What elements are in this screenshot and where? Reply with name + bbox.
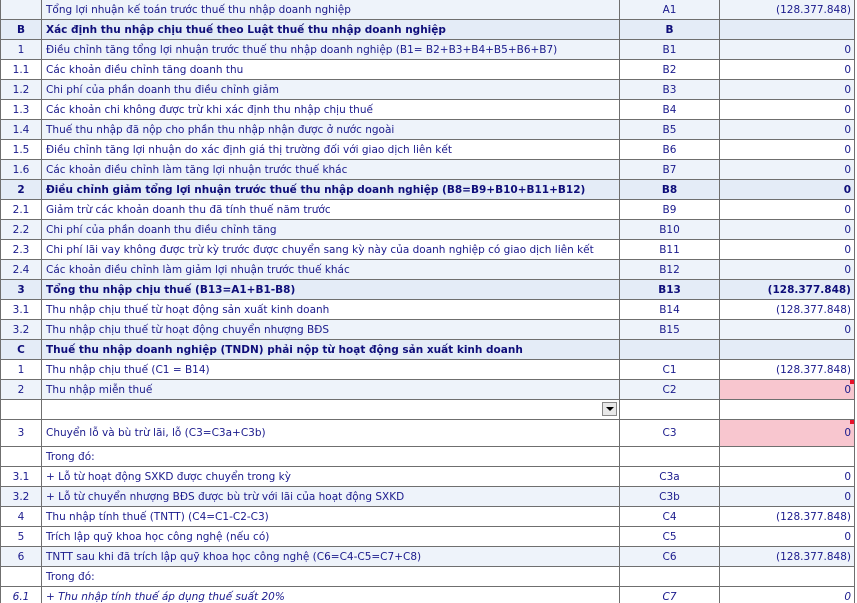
row-value[interactable]: 0 [720, 120, 855, 140]
row-label: Trong đó: [42, 447, 620, 467]
row-label: + Thu nhập tính thuế áp dụng thuế suất 20% [42, 587, 620, 603]
table-row [1, 240, 855, 260]
table-row [1, 340, 855, 360]
row-code: C4 [620, 507, 720, 527]
row-label: Điều chỉnh tăng tổng lợi nhuận trước thuế thu nhập doanh nghiệp (B1= B2+B3+B4+B5+B6+B7) [42, 40, 620, 60]
row-value[interactable] [720, 447, 855, 467]
table-row [1, 80, 855, 100]
row-value[interactable]: 0 [720, 40, 855, 60]
row-number [1, 447, 42, 467]
row-value[interactable]: 0 [720, 160, 855, 180]
table-row [1, 587, 855, 603]
row-label [42, 400, 620, 420]
row-code: C6 [620, 547, 720, 567]
row-number: 6 [1, 547, 42, 567]
row-label: Chi phí của phần doanh thu điều chỉnh tăng [42, 220, 620, 240]
row-number: 3 [1, 280, 42, 300]
table-row [1, 260, 855, 280]
row-label: Xác định thu nhập chịu thuế theo Luật thuế thu nhập doanh nghiệp [42, 20, 620, 40]
table-row [1, 200, 855, 220]
row-code: B8 [620, 180, 720, 200]
row-label: Trích lập quỹ khoa học công nghệ (nếu có) [42, 527, 620, 547]
table-row [1, 467, 855, 487]
row-number: 3 [1, 420, 42, 447]
table-row [1, 447, 855, 467]
row-value[interactable]: 0 [720, 200, 855, 220]
row-code: C3a [620, 467, 720, 487]
row-code: B9 [620, 200, 720, 220]
row-code: B11 [620, 240, 720, 260]
row-code: B3 [620, 80, 720, 100]
row-number: 4 [1, 507, 42, 527]
row-code: B6 [620, 140, 720, 160]
table-row [1, 420, 855, 447]
row-label: Chuyển lỗ và bù trừ lãi, lỗ (C3=C3a+C3b) [42, 420, 620, 447]
row-number: 2 [1, 180, 42, 200]
row-label: Trong đó: [42, 567, 620, 587]
row-code: B13 [620, 280, 720, 300]
row-value[interactable] [720, 20, 855, 40]
row-code: A1 [620, 0, 720, 20]
row-label: Điều chỉnh tăng lợi nhuận do xác định giá thị trường đối với giao dịch liên kết [42, 140, 620, 160]
row-label: Thu nhập tính thuế (TNTT) (C4=C1-C2-C3) [42, 507, 620, 527]
row-number: 5 [1, 527, 42, 547]
row-code [620, 340, 720, 360]
row-value[interactable]: (128.377.848) [720, 360, 855, 380]
table-row [1, 120, 855, 140]
table-row [1, 220, 855, 240]
table-row [1, 527, 855, 547]
row-number: 1.4 [1, 120, 42, 140]
row-label: Chi phí lãi vay không được trừ kỳ trước được chuyển sang kỳ này của doanh nghiệp có giao dịch liên kết [42, 240, 620, 260]
row-value[interactable]: (128.377.848) [720, 300, 855, 320]
row-number: 2.1 [1, 200, 42, 220]
row-number: 1.6 [1, 160, 42, 180]
row-label: Các khoản điều chỉnh làm giảm lợi nhuận trước thuế khác [42, 260, 620, 280]
row-value[interactable]: 0 [720, 140, 855, 160]
table-row [1, 20, 855, 40]
table-row [1, 507, 855, 527]
chevron-down-icon [606, 407, 614, 411]
row-value[interactable]: 0 [720, 420, 855, 447]
row-value[interactable]: 0 [720, 380, 855, 400]
row-label: Giảm trừ các khoản doanh thu đã tính thuế năm trước [42, 200, 620, 220]
row-value[interactable]: 0 [720, 80, 855, 100]
row-value[interactable]: (128.377.848) [720, 280, 855, 300]
row-code: B [620, 20, 720, 40]
row-number: 1.5 [1, 140, 42, 160]
row-label: + Lỗ từ chuyển nhượng BĐS được bù trừ với lãi của hoạt động SXKD [42, 487, 620, 507]
table-row [1, 487, 855, 507]
row-code [620, 447, 720, 467]
row-code: B5 [620, 120, 720, 140]
row-value[interactable]: 0 [720, 180, 855, 200]
table-row [1, 40, 855, 60]
row-value[interactable]: 0 [720, 60, 855, 80]
row-value[interactable]: 0 [720, 220, 855, 240]
row-code: C3 [620, 420, 720, 447]
row-code: B15 [620, 320, 720, 340]
row-code: B4 [620, 100, 720, 120]
row-label: Thu nhập chịu thuế từ hoạt động sản xuất kinh doanh [42, 300, 620, 320]
row-code: C5 [620, 527, 720, 547]
row-number: 2 [1, 380, 42, 400]
row-number: 1 [1, 360, 42, 380]
table-row [1, 547, 855, 567]
row-value[interactable]: 0 [720, 527, 855, 547]
row-number [1, 0, 42, 20]
row-code: C2 [620, 380, 720, 400]
row-label: Chi phí của phần doanh thu điều chỉnh giảm [42, 80, 620, 100]
row-number: 3.1 [1, 300, 42, 320]
table-row [1, 300, 855, 320]
row-value[interactable] [720, 567, 855, 587]
row-code: B2 [620, 60, 720, 80]
table-row [1, 140, 855, 160]
row-number: 2.2 [1, 220, 42, 240]
row-number [1, 567, 42, 587]
table-row [1, 60, 855, 80]
row-label: Thu nhập miễn thuế [42, 380, 620, 400]
row-number: 1.1 [1, 60, 42, 80]
table-row [1, 280, 855, 300]
row-label: Các khoản chi không được trừ khi xác định thu nhập chịu thuế [42, 100, 620, 120]
row-label: + Lỗ từ hoạt động SXKD được chuyển trong kỳ [42, 467, 620, 487]
row-code [620, 400, 720, 420]
row-value[interactable]: 0 [720, 587, 855, 603]
row-label: Điều chỉnh giảm tổng lợi nhuận trước thuế thu nhập doanh nghiệp (B8=B9+B10+B11+B12) [42, 180, 620, 200]
row-value[interactable]: 0 [720, 240, 855, 260]
row-number: 1 [1, 40, 42, 60]
table-row [1, 360, 855, 380]
row-value[interactable]: (128.377.848) [720, 507, 855, 527]
row-value[interactable]: 0 [720, 320, 855, 340]
row-value[interactable]: 0 [720, 100, 855, 120]
row-number: 3.2 [1, 487, 42, 507]
row-label: Thu nhập chịu thuế (C1 = B14) [42, 360, 620, 380]
row-code [620, 567, 720, 587]
table-row [1, 180, 855, 200]
table-row [1, 400, 855, 420]
row-code: B14 [620, 300, 720, 320]
row-label: Thuế thu nhập doanh nghiệp (TNDN) phải nộp từ hoạt động sản xuất kinh doanh [42, 340, 620, 360]
row-label: Tổng lợi nhuận kế toán trước thuế thu nhập doanh nghiệp [42, 0, 620, 20]
row-label: TNTT sau khi đã trích lập quỹ khoa học công nghệ (C6=C4-C5=C7+C8) [42, 547, 620, 567]
row-number: 2.3 [1, 240, 42, 260]
row-label: Các khoản điều chỉnh tăng doanh thu [42, 60, 620, 80]
row-code: C3b [620, 487, 720, 507]
row-number: B [1, 20, 42, 40]
dropdown-select[interactable] [42, 400, 619, 419]
row-code: B1 [620, 40, 720, 60]
row-code: B10 [620, 220, 720, 240]
row-number: 3.1 [1, 467, 42, 487]
row-value[interactable]: 0 [720, 467, 855, 487]
table-row [1, 160, 855, 180]
table-row [1, 567, 855, 587]
row-code: B12 [620, 260, 720, 280]
row-code: C1 [620, 360, 720, 380]
row-label: Các khoản điều chỉnh làm tăng lợi nhuận trước thuế khác [42, 160, 620, 180]
row-number: 1.3 [1, 100, 42, 120]
row-value[interactable] [720, 340, 855, 360]
row-value[interactable]: 0 [720, 260, 855, 280]
row-number: 1.2 [1, 80, 42, 100]
row-number: 3.2 [1, 320, 42, 340]
row-value[interactable]: 0 [720, 487, 855, 507]
row-code: B7 [620, 160, 720, 180]
row-value[interactable] [720, 400, 855, 420]
row-label: Thuế thu nhập đã nộp cho phần thu nhập nhận được ở nước ngoài [42, 120, 620, 140]
row-label: Tổng thu nhập chịu thuế (B13=A1+B1-B8) [42, 280, 620, 300]
table-row [1, 100, 855, 120]
row-label: Thu nhập chịu thuế từ hoạt động chuyển nhượng BĐS [42, 320, 620, 340]
table-row [1, 0, 855, 20]
row-number: 6.1 [1, 587, 42, 603]
row-number [1, 400, 42, 420]
dropdown-button[interactable] [602, 402, 617, 416]
row-value[interactable]: (128.377.848) [720, 547, 855, 567]
row-number: 2.4 [1, 260, 42, 280]
row-value[interactable]: (128.377.848) [720, 0, 855, 20]
table-row [1, 380, 855, 400]
row-code: C7 [620, 587, 720, 603]
row-number: C [1, 340, 42, 360]
table-row [1, 320, 855, 340]
